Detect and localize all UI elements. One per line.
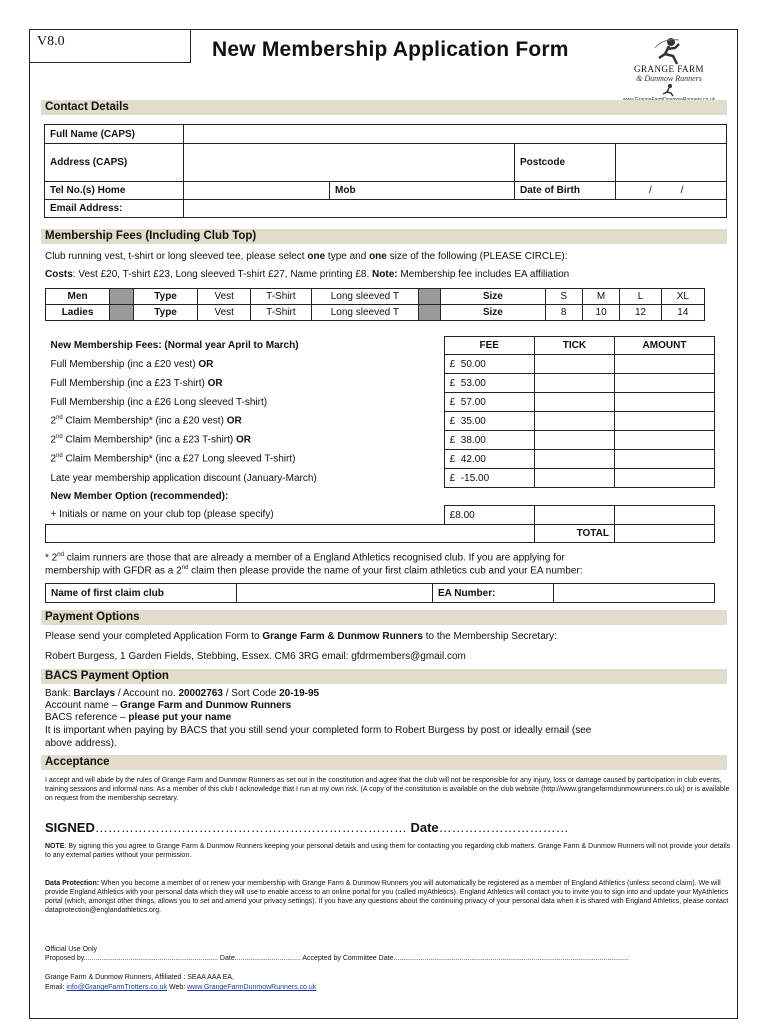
- acceptance-section-title: Acceptance: [41, 755, 727, 770]
- size-option[interactable]: 10: [582, 305, 620, 321]
- tshirt-option[interactable]: T-Shirt: [251, 305, 311, 321]
- size-option[interactable]: 12: [620, 305, 661, 321]
- currency: £: [449, 415, 456, 427]
- bacs-reference: BACS reference – please put your name: [45, 712, 232, 723]
- size-row-ladies: [46, 305, 705, 321]
- currency: £: [449, 377, 456, 389]
- data-protection: Data Protection: When you become a member of or renew your membership with Grange Farm & Dunmow Runners you will automatically be registered as a member of England Athletics (unless second claim). We will provide England Athletics with your personal data which they will use to enable access to an online portal for you (called myAthletics). England Athletics will contact you to invite you to sign into and update your MyAthletics portal (which, amongst other things, allows you to set and amend your privacy settings). If you have any questions about the continuing privacy of your personal data when it is shared with England Athletics, please contact dataprotection@englandathletics.org.: [45, 880, 729, 914]
- bacs-important-2: above address).: [45, 738, 117, 749]
- fee-desc: Full Membership (inc a £20 vest) OR: [50, 358, 214, 370]
- amount-box[interactable]: [614, 374, 714, 393]
- fees-section-title: Membership Fees (Including Club Top): [41, 229, 727, 244]
- version-label: V8.0: [29, 29, 191, 63]
- tick-box[interactable]: [534, 355, 614, 374]
- footer-contact: Email: info@GrangeFarmTrotters.co.uk Web: www.GrangeFarmDunmowRunners.co.uk: [45, 984, 317, 991]
- size-option[interactable]: M: [582, 289, 620, 305]
- amount-box[interactable]: [614, 506, 714, 525]
- first-claim-field[interactable]: [237, 584, 433, 603]
- fee-desc: 2nd Claim Membership* (inc a £27 Long sleeved T-shirt): [50, 453, 296, 465]
- contact-section-title: Contact Details: [41, 100, 727, 115]
- amount-col-header: AMOUNT: [614, 337, 714, 355]
- currency: £: [449, 396, 456, 408]
- contact-table: [44, 124, 727, 218]
- size-option[interactable]: L: [620, 289, 661, 305]
- option-heading: New Member Option (recommended):: [50, 491, 229, 502]
- tick-box[interactable]: [534, 412, 614, 431]
- bacs-important-1: It is important when paying by BACS that you still send your completed form to Robert Burgess by post or ideally email (see: [45, 725, 592, 736]
- fee-col-header: FEE: [444, 337, 534, 355]
- size-row-men: [46, 289, 705, 305]
- size-option[interactable]: 14: [661, 305, 704, 321]
- fee-value: 42.00: [460, 453, 486, 465]
- bacs-section-title: BACS Payment Option: [41, 669, 727, 684]
- email-link[interactable]: info@GrangeFarmTrotters.co.uk: [66, 984, 168, 991]
- type-label: Type: [133, 289, 197, 305]
- dob-slash-1: /: [649, 185, 652, 196]
- tick-col-header: TICK: [534, 337, 614, 355]
- postcode-label: Postcode: [515, 144, 616, 182]
- fee-row: [46, 450, 715, 469]
- payment-line2: Robert Burgess, 1 Garden Fields, Stebbing, Essex. CM6 3RG email: gfdrmembers@gmail.com: [45, 651, 466, 662]
- first-claim-table: [45, 583, 715, 603]
- fee-value: 57.00: [460, 396, 486, 408]
- official-use: Official Use Only: [45, 946, 97, 953]
- long-sleeve-option[interactable]: Long sleeved T: [311, 305, 418, 321]
- tick-box[interactable]: [534, 506, 614, 525]
- mob-field[interactable]: [385, 182, 515, 200]
- mob-label: Mob: [330, 182, 386, 200]
- fee-desc: Full Membership (inc a £26 Long sleeved T-shirt): [50, 396, 268, 408]
- postcode-field[interactable]: [616, 144, 727, 182]
- payment-section-title: Payment Options: [41, 610, 727, 625]
- size-option[interactable]: 8: [545, 305, 582, 321]
- dob-field[interactable]: [616, 182, 727, 200]
- amount-box[interactable]: [614, 355, 714, 374]
- consent-note: NOTE: By signing this you agree to Grange Farm & Dunmow Runners keeping your personal details and using them for contacting you regarding club matters. Grange Farm & Dunmow Runners will not provide your details to any external parties without your permission.: [45, 843, 731, 859]
- total-label: TOTAL: [534, 525, 614, 543]
- fee-value: 50.00: [460, 358, 486, 370]
- fee-desc: 2nd Claim Membership* (inc a £23 T-shirt) OR: [50, 434, 251, 446]
- size-group: Ladies: [46, 305, 110, 321]
- option-desc: + Initials or name on your club top (please specify): [50, 509, 274, 521]
- tick-box[interactable]: [534, 469, 614, 488]
- fee-row: [46, 412, 715, 431]
- vest-option[interactable]: Vest: [198, 289, 251, 305]
- ea-number-label: EA Number:: [433, 584, 554, 603]
- fee-value: 53.00: [460, 377, 486, 389]
- tick-box[interactable]: [534, 393, 614, 412]
- currency: £: [449, 434, 456, 446]
- fees-costs: Costs: Vest £20, T-shirt £23, Long sleeved T-shirt £27, Name printing £8. Note: Membership fee includes EA affiliation: [45, 269, 570, 280]
- fee-desc: 2nd Claim Membership* (inc a £20 vest) OR: [50, 415, 242, 427]
- full-name-label: Full Name (CAPS): [45, 125, 184, 144]
- tel-label: Tel No.(s) Home: [45, 182, 184, 200]
- type-label: Type: [133, 305, 197, 321]
- footnote-line2: membership with GFDR as a 2nd claim then please provide the name of your first claim athletics cub and your EA number:: [45, 565, 583, 577]
- option-fee: £8.00: [444, 506, 534, 525]
- signature-line: SIGNED……………………………………………………………… Date…………………………: [45, 820, 569, 835]
- size-table: [45, 288, 705, 321]
- email-label: Email Address:: [45, 200, 184, 218]
- footnote-line1: * 2nd claim runners are those that are already a member of a England Athletics recognised club. If you are applying for: [45, 552, 565, 564]
- ea-number-field[interactable]: [554, 584, 715, 603]
- logo-line2: & Dunmow Runners: [636, 74, 702, 83]
- full-name-field[interactable]: [184, 125, 727, 144]
- tick-box[interactable]: [534, 374, 614, 393]
- signature-field[interactable]: ………………………………………………………………: [94, 820, 407, 835]
- currency: £: [449, 453, 456, 465]
- first-claim-label: Name of first claim club: [46, 584, 237, 603]
- size-option[interactable]: S: [545, 289, 582, 305]
- web-link[interactable]: www.GrangeFarmDunmowRunners.co.uk: [187, 984, 317, 991]
- tick-box[interactable]: [534, 450, 614, 469]
- page-title: New Membership Application Form: [212, 38, 569, 61]
- amount-box[interactable]: [614, 393, 714, 412]
- date-field[interactable]: …………………………: [438, 820, 569, 835]
- dob-slash-2: /: [680, 185, 684, 196]
- fee-value: 38.00: [460, 434, 486, 446]
- amount-box[interactable]: [614, 450, 714, 469]
- fee-desc: Full Membership (inc a £23 T-shirt) OR: [50, 377, 223, 389]
- fee-row: [46, 469, 715, 488]
- acceptance-text: I accept and will abide by the rules of Grange Farm and Dunmow Runners as set out in the constitution and agree that the club will not be responsible for any injury, loss or damage caused by participation in club events, training sessions and informal runs. As a member of this club I acknowledge that I run at my own risk. (A copy of the constitution is available on the club website (http://www.grangefarmdunmowrunners.co.uk) or is available on request from the membership secretary.: [45, 777, 730, 802]
- fee-desc: Late year membership application discount (January-March): [50, 472, 317, 484]
- tel-field[interactable]: [184, 182, 330, 200]
- bacs-account-name: Account name – Grange Farm and Dunmow Runners: [45, 700, 292, 711]
- fee-table-heading: New Membership Fees: (Normal year April to March): [50, 340, 299, 351]
- email-field[interactable]: [184, 200, 727, 218]
- runner-logo-icon: [649, 36, 689, 66]
- runner-small-icon: [660, 83, 678, 97]
- size-group: Men: [46, 289, 110, 305]
- total-field[interactable]: [614, 525, 714, 543]
- tick-box[interactable]: [534, 431, 614, 450]
- logo-line1: GRANGE FARM: [633, 64, 705, 74]
- amount-box[interactable]: [614, 469, 714, 488]
- club-top-name-field[interactable]: [46, 525, 535, 543]
- fees-intro: Club running vest, t-shirt or long sleeved tee, please select one type and one size of the following (PLEASE CIRCLE):: [45, 251, 568, 262]
- vest-option[interactable]: Vest: [198, 305, 251, 321]
- size-label: Size: [441, 289, 545, 305]
- option-row: [46, 506, 715, 525]
- amount-box[interactable]: [614, 431, 714, 450]
- fee-row: [46, 393, 715, 412]
- payment-line1: Please send your completed Application Form to Grange Farm & Dunmow Runners to the Membership Secretary:: [45, 631, 557, 642]
- fee-row: [46, 355, 715, 374]
- bacs-bank: Bank: Barclays / Account no. 20002763 / Sort Code 20-19-95: [45, 688, 320, 699]
- currency: £: [449, 358, 456, 370]
- currency: £: [449, 472, 456, 484]
- amount-box[interactable]: [614, 412, 714, 431]
- address-label: Address (CAPS): [45, 144, 184, 182]
- tshirt-option[interactable]: T-Shirt: [251, 289, 311, 305]
- dob-label: Date of Birth: [515, 182, 616, 200]
- fee-row: [46, 431, 715, 450]
- address-field[interactable]: [184, 144, 515, 182]
- size-label: Size: [441, 305, 545, 321]
- proposed-by: Proposed by..................................................................... Date.................................. Accepted by Committee Date.........................................................................................................................: [45, 955, 629, 962]
- fee-value: -15.00: [460, 472, 490, 484]
- fee-value: 35.00: [460, 415, 486, 427]
- long-sleeve-option[interactable]: Long sleeved T: [311, 289, 418, 305]
- fee-row: [46, 374, 715, 393]
- fee-table: [45, 336, 715, 543]
- affiliation: Grange Farm & Dunmow Runners, Affiliated : SEAA AAA EA,: [45, 974, 234, 981]
- size-option[interactable]: XL: [661, 289, 704, 305]
